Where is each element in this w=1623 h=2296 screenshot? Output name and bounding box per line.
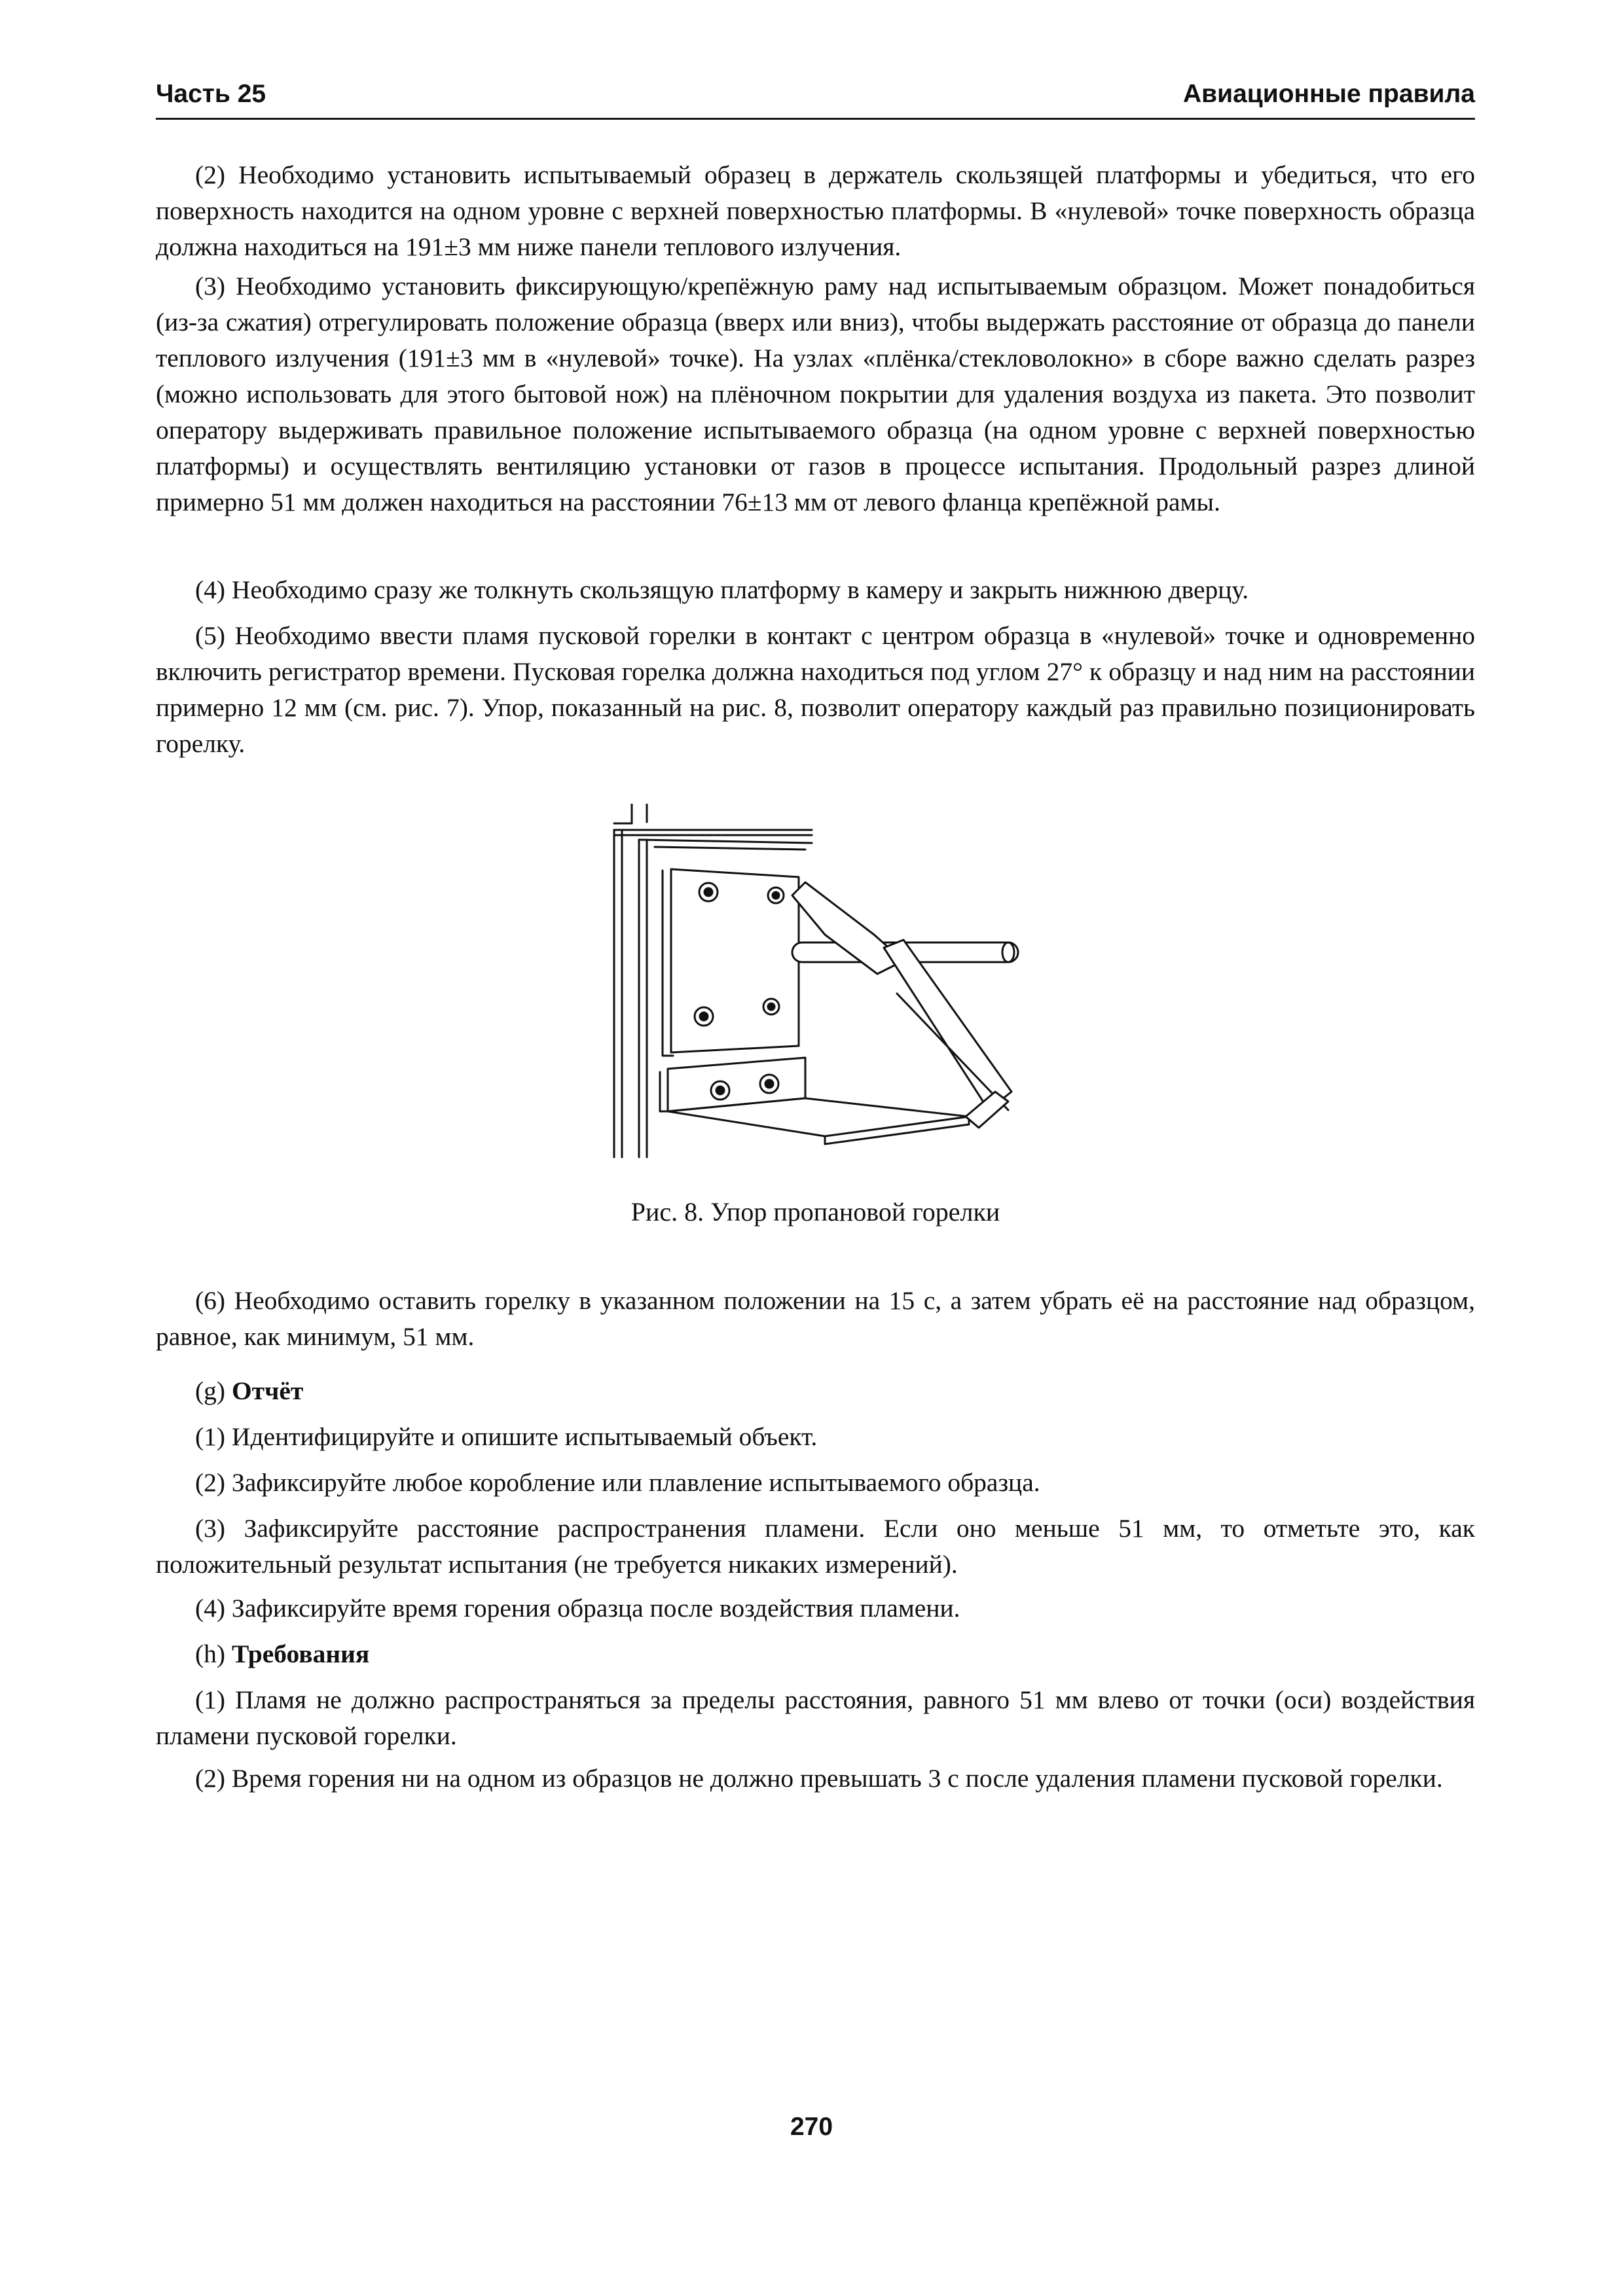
- page-number: 270: [790, 2113, 833, 2141]
- frame-rail-3: [639, 840, 812, 843]
- section-g-title: Отчёт: [231, 1376, 304, 1405]
- paragraph-4: (4) Необходимо сразу же толкнуть скользящую платформу в камеру и закрыть нижнюю дверцу.: [195, 575, 1249, 604]
- report-item-3: (3) Зафиксируйте расстояние распространения пламени. Если оно меньше 51 мм, то отметьте это, как положительный результат испытания (не требуется никаких измерений).: [156, 1514, 1475, 1579]
- section-g-label: (g): [195, 1376, 226, 1405]
- section-g-heading: [195, 1373, 303, 1409]
- paragraph-5: (5) Необходимо ввести пламя пусковой горелки в контакт с центром образца в «нулевой» точке и одновременно включить регистратор времени. Пусковая горелка должна находиться под углом 27° к образцу и над ним на расстоянии примерно 12 мм (см. рис. 7). Упор, показанный на рис. 8, позволит оператору каждый раз правильно позиционировать горелку.: [156, 621, 1475, 758]
- section-h-heading: [195, 1636, 369, 1672]
- bolt-bottom-right-core: [768, 1003, 775, 1010]
- section-h-title: Требования: [231, 1640, 370, 1668]
- paragraph-6: (6) Необходимо оставить горелку в указанном положении на 15 с, а затем убрать её на расстояние над образцом, равное, как минимум, 51 мм.: [156, 1286, 1475, 1351]
- report-item-1: (1) Идентифицируйте и опишите испытываемый объект.: [195, 1422, 818, 1451]
- header-part: Часть 25: [156, 80, 266, 108]
- bolt-lower-right-core: [765, 1080, 773, 1088]
- running-header: [156, 77, 1475, 120]
- bolt-top-left-core: [704, 888, 712, 896]
- requirement-item-1: (1) Пламя не должно распространяться за пределы расстояния, равного 51 мм влево от точки (оси) воздействия пламени пусковой горелки.: [156, 1685, 1475, 1750]
- lower-bracket-edge: [660, 1072, 668, 1111]
- report-item-4: (4) Зафиксируйте время горения образца после воздействия пламени.: [195, 1594, 960, 1623]
- bolt-bottom-left-core: [700, 1013, 708, 1020]
- report-item-2: (2) Зафиксируйте любое коробление или плавление испытываемого образца.: [195, 1468, 1040, 1497]
- section-h-label: (h): [195, 1640, 226, 1668]
- requirement-item-2: (2) Время горения ни на одном из образцов не должно превышать 3 с после удаления пламени пусковой горелки.: [195, 1764, 1443, 1793]
- paragraph-3: (3) Необходимо установить фиксирующую/крепёжную раму над испытываемым образцом. Может понадобиться (из-за сжатия) отрегулировать положение образца (вверх или вниз), чтобы выдержать расстояние от образца до панели теплового излучения (191±3 мм в «нулевой» точке). На узлах «плёнка/стекловолокно» в сборе важно сделать разрез (можно использовать для этого бытовой нож) на плёночном покрытии для удаления воздуха из пакета. Это позволит оператору выдерживать правильное положение испытываемого образца (на одном уровне с верхней поверхностью платформы) и осуществлять вентиляцию установки от газов в процессе испытания. Продольный разрез длиной примерно 51 мм должен находиться на расстоянии 76±13 мм от левого фланца крепёжной рамы.: [156, 272, 1475, 516]
- stop-arm-diagonal-front: [884, 940, 1012, 1110]
- figure-caption: Рис. 8. Упор пропановой горелки: [630, 1197, 1000, 1227]
- bolt-top-right-core: [773, 892, 779, 899]
- bolt-lower-left-core: [716, 1086, 724, 1094]
- frame-rail-4: [655, 847, 805, 850]
- burner-stop-figure: [596, 804, 1041, 1170]
- header-title: Авиационные правила: [1182, 80, 1475, 108]
- paragraph-2: (2) Необходимо установить испытываемый образец в держатель скользящей платформы и убедиться, что его поверхность находится на одном уровне с верхней поверхностью платформы. В «нулевой» точке поверхность образца должна находиться на 191±3 мм ниже панели теплового излучения.: [156, 160, 1475, 261]
